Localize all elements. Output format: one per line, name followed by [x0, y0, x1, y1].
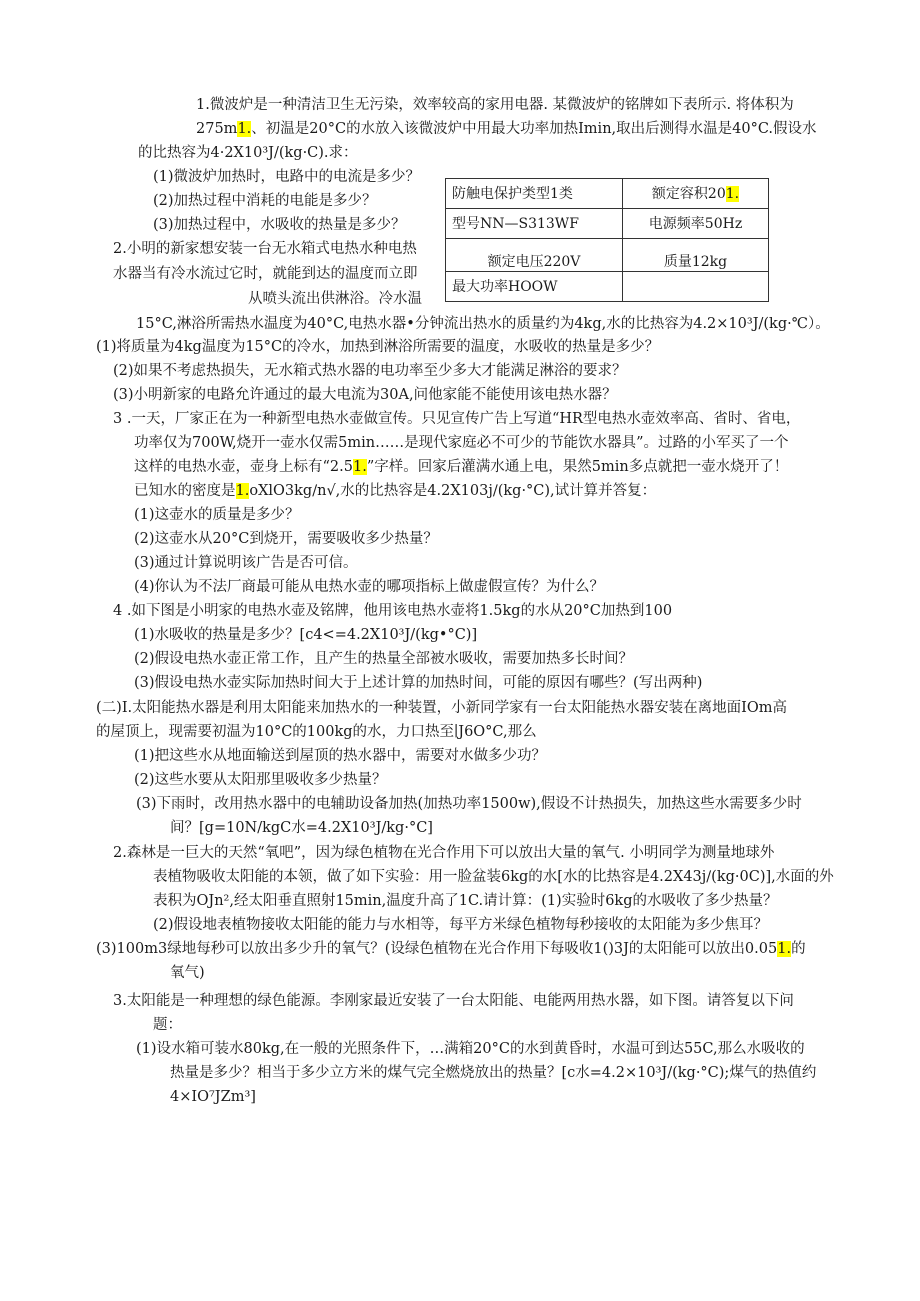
s2q2-sub3-cont: 氧气) [170, 965, 205, 981]
nameplate-frequency: 电源频率50Hz [623, 209, 769, 239]
nameplate-protection-class: 防触电保护类型1类 [446, 179, 623, 209]
highlight-mark: 1. [777, 941, 792, 957]
s2q2-line3: 表积为OJn²,经太阳垂直照射15min,温度升高了1C.请计算：(1)实验时6kg的水吸收了多少热量？ [153, 893, 778, 909]
q3-sub2: (2)这壶水从20°C到烧开，需要吸收多少热量？ [134, 531, 438, 547]
s2q2-sub3 [96, 942, 806, 957]
q2-line4: 15°C,淋浴所需热水温度为40°C,电热水器•分钟流出热水的质量约为4kg,水的比热容为4.2×10³J/(kg·℃）。 [136, 316, 830, 332]
nameplate-empty-cell [623, 272, 769, 302]
s2q1-sub1: (1)把这些水从地面输送到屋顶的热水器中，需要对水做多少功？ [134, 748, 547, 764]
nameplate-rated-capacity [623, 179, 769, 209]
nameplate-model: 型号NN—S313WF [446, 209, 623, 239]
q2-sub3: (3)小明新家的电路允许通过的最大电流为30A,问他家能不能使用该电热水器？ [113, 387, 617, 403]
q2-line2: 水器当有冷水流过它时，就能到达的温度而立即 [113, 266, 418, 282]
q2-sub1: (1)将质量为4kg温度为15°C的冷水，加热到淋浴所需要的温度，水吸收的热量是多少？ [96, 339, 660, 355]
q1-sub1: (1)微波炉加热时，电路中的电流是多少？ [153, 169, 421, 185]
s2q3-line1: 3.太阳能是一种理想的绿色能源。李刚家最近安装了一台太阳能、电能两用热水器，如下图。请答复以下问 [113, 993, 794, 1009]
q1-stem-line2 [196, 122, 817, 137]
q1-sub2: (2)加热过程中消耗的电能是多少？ [153, 193, 377, 209]
nameplate-mass: 质量12kg [623, 239, 769, 272]
q2-line1: 2.小明的新家想安装一台无水箱式电热水种电热 [113, 241, 417, 257]
s2q3-line2: 题： [153, 1017, 182, 1033]
table-row [446, 272, 769, 302]
q4-sub1: (1)水吸收的热量是多少？[c4<=4.2X10³J/(kg•°C)] [134, 627, 478, 643]
s2q1-sub3-cont: 间？[g=10N/kgC水=4.2X10³J/kg·°C] [170, 820, 433, 836]
s2q3-sub1-cont: 热量是多少？相当于多少立方米的煤气完全燃烧放出的热量？[c水=4.2×10³J/(kg·°C);煤气的热值约 [170, 1065, 817, 1081]
s2q2-sub3-end: 的 [791, 941, 806, 957]
q3-line4 [134, 484, 656, 499]
q4-line1: 4 .如下图是小明家的电热水壶及铭牌，他用该电热水壶将1.5kg的水从20°C加热到100 [113, 603, 673, 619]
s2q3-sub1-cont2: 4×IO⁷JZm³] [170, 1089, 256, 1105]
q3-line4-rest: oXlO3kg∕n√,水的比热容是4.2X103j∕(kg·°C),试计算并答复： [249, 483, 657, 499]
s2q1-line2: 的屋顶上，现需要初温为10°C的100kg的水，力口热至∣J6O°C,那么 [96, 724, 537, 740]
table-row [446, 209, 769, 239]
q4-sub2: (2)假设电热水壶正常工作，且产生的热量全部被水吸收，需要加热多长时间？ [134, 651, 634, 667]
q3-line4-start: 已知水的密度是 [134, 483, 236, 499]
q3-sub3: (3)通过计算说明该广告是否可信。 [134, 555, 358, 571]
microwave-nameplate-table [445, 178, 769, 302]
s2q3-sub1: (1)设水箱可装水80kg,在一般的光照条件下，…满箱20°C的水到黄昏时，水温可到达55C,那么水吸收的 [136, 1041, 805, 1057]
q3-sub1: (1)这壶水的质量是多少？ [134, 507, 300, 523]
s2q2-sub3-start: (3)100m3绿地每秒可以放出多少升的氧气？(设绿色植物在光合作用下每吸收1()3J的太阳能可以放出0.05 [96, 941, 778, 957]
nameplate-rated-capacity-label: 额定容积20 [651, 185, 726, 202]
s2q2-line1: 2.森林是一巨大的天然“氧吧”，因为绿色植物在光合作用下可以放出大量的氧气. 小明同学为测量地球外 [113, 845, 775, 861]
q1-sub3: (3)加热过程中，水吸收的热量是多少？ [153, 217, 406, 233]
s2q1-sub2: (2)这些水要从太阳那里吸收多少热量？ [134, 772, 387, 788]
nameplate-rated-voltage: 额定电压220V [446, 239, 623, 272]
table-row [446, 239, 769, 272]
q1-stem-line3: 的比热容为4·2X10³J/(kg·C).求： [138, 145, 358, 161]
q3-line2: 功率仅为700W,烧开一壶水仅需5min……是现代家庭必不可少的节能饮水器具”。过路的小军买了一个 [134, 435, 789, 451]
highlight-mark: 1. [725, 185, 740, 202]
nameplate-max-power: 最大功率HOOW [446, 272, 623, 302]
q1-stem-line2-rest: 、初温是20°C的水放入该微波炉中用最大功率加热Imin,取出后测得水温是40°C.假设水 [251, 121, 817, 137]
table-row [446, 179, 769, 209]
highlight-mark: 1. [235, 483, 250, 499]
q3-line3-start: 这样的电热水壶，壶身上标有“2.5 [134, 459, 353, 475]
s2q2-sub2: (2)假设地表植物接收太阳能的能力与水相等，每平方米绿色植物每秒接收的太阳能为多少焦耳？ [153, 917, 769, 933]
s2q1-sub3: (3)下雨时，改用热水器中的电辅助设备加热(加热功率1500w),假设不计热损失，加热这些水需要多少时 [136, 796, 802, 812]
s2q2-line2: 表植物吸收太阳能的本领，做了如下实验：用一脸盆装6kg的水[水的比热容是4.2X43j∕(kg·0C)],水面的外 [153, 869, 834, 885]
q1-volume: 275m [196, 121, 238, 137]
q2-line3: 从喷头流出供淋浴。冷水温 [248, 291, 422, 307]
highlight-mark: 1. [352, 459, 367, 475]
q4-sub3: (3)假设电热水壶实际加热时间大于上述计算的加热时间，可能的原因有哪些？(写出两种) [134, 675, 703, 691]
q3-sub4: (4)你认为不法厂商最可能从电热水壶的哪项指标上做虚假宣传？为什么？ [134, 579, 605, 595]
q2-sub2: (2)如果不考虑热损失，无水箱式热水器的电功率至少多大才能满足淋浴的要求？ [113, 363, 627, 379]
q1-stem-line1: 1.微波炉是一种清洁卫生无污染，效率较高的家用电器. 某微波炉的铭牌如下表所示. 将体积为 [196, 97, 794, 113]
q3-line1: 3 .一天，厂家正在为一种新型电热水壶做宣传。只见宣传广告上写道“HR型电热水壶效率高、省时、省电， [113, 411, 801, 427]
q3-line3 [134, 460, 788, 475]
highlight-mark: 1. [237, 121, 252, 137]
s2q1-line1: (二)I.太阳能热水器是利用太阳能来加热水的一种装置，小新同学家有一台太阳能热水器安装在离地面IOm高 [96, 700, 788, 716]
q3-line3-rest: ”字样。回家后灌满水通上电，果然5min多点就把一壶水烧开了！ [366, 459, 789, 475]
